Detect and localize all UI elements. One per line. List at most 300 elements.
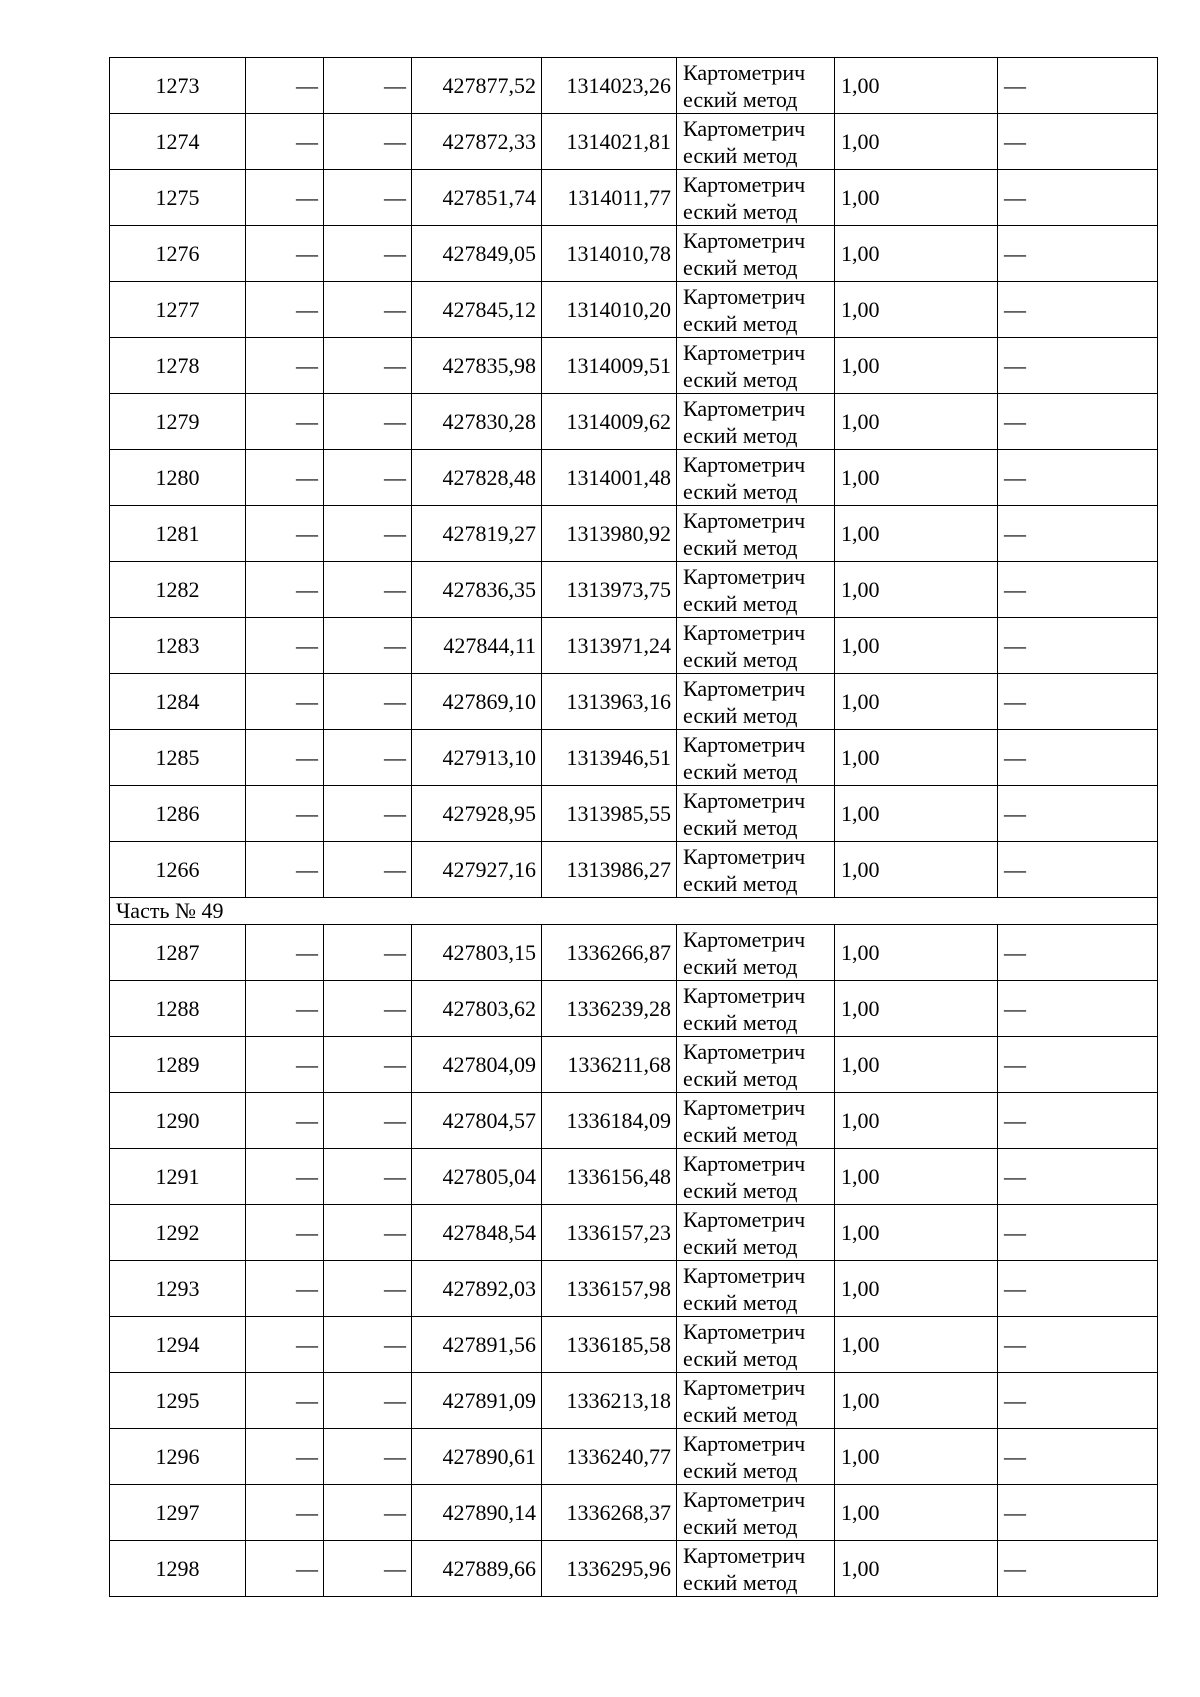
method-text-line-2: еский метод (683, 1233, 798, 1259)
method-cell (677, 1317, 835, 1373)
precision-cell: 1,00 (835, 114, 998, 170)
dash-cell: — (324, 114, 412, 170)
point-number-cell: 1280 (110, 450, 246, 506)
dash-cell: — (246, 1261, 324, 1317)
method-text-line-1: Картометрич (683, 731, 806, 757)
table-row (110, 58, 1158, 114)
y-coordinate-cell: 1314021,81 (542, 114, 677, 170)
point-number-cell: 1283 (110, 618, 246, 674)
method-text-line-1: Картометрич (683, 787, 806, 813)
table-row (110, 562, 1158, 618)
point-number-cell: 1296 (110, 1429, 246, 1485)
method-cell (677, 114, 835, 170)
x-coordinate-cell: 427804,57 (412, 1093, 542, 1149)
precision-cell: 1,00 (835, 786, 998, 842)
precision-cell: 1,00 (835, 981, 998, 1037)
dash-cell: — (246, 170, 324, 226)
dash-cell: — (324, 1093, 412, 1149)
dash-cell: — (998, 1093, 1158, 1149)
method-text-line-2: еский метод (683, 86, 798, 112)
table-row (110, 842, 1158, 898)
table-row (110, 1373, 1158, 1429)
dash-cell: — (246, 1149, 324, 1205)
point-number-cell: 1276 (110, 226, 246, 282)
point-number-cell: 1298 (110, 1541, 246, 1597)
method-text-line-1: Картометрич (683, 1150, 806, 1176)
dash-cell: — (998, 730, 1158, 786)
y-coordinate-cell: 1313985,55 (542, 786, 677, 842)
method-text-line-2: еский метод (683, 1009, 798, 1035)
dash-cell: — (998, 1037, 1158, 1093)
point-number-cell: 1292 (110, 1205, 246, 1261)
precision-cell: 1,00 (835, 1037, 998, 1093)
method-cell (677, 674, 835, 730)
method-cell (677, 450, 835, 506)
table-row (110, 282, 1158, 338)
method-text-line-2: еский метод (683, 1457, 798, 1483)
method-cell (677, 170, 835, 226)
point-number-cell: 1279 (110, 394, 246, 450)
method-text-line-2: еский метод (683, 142, 798, 168)
x-coordinate-cell: 427848,54 (412, 1205, 542, 1261)
dash-cell: — (246, 1205, 324, 1261)
method-cell (677, 1093, 835, 1149)
point-number-cell: 1266 (110, 842, 246, 898)
point-number-cell: 1287 (110, 925, 246, 981)
precision-cell: 1,00 (835, 394, 998, 450)
y-coordinate-cell: 1314023,26 (542, 58, 677, 114)
x-coordinate-cell: 427890,61 (412, 1429, 542, 1485)
section-header-row (110, 898, 1158, 925)
point-number-cell: 1295 (110, 1373, 246, 1429)
method-text-line-1: Картометрич (683, 675, 806, 701)
precision-cell: 1,00 (835, 170, 998, 226)
dash-cell: — (998, 170, 1158, 226)
precision-cell: 1,00 (835, 450, 998, 506)
dash-cell: — (324, 1261, 412, 1317)
y-coordinate-cell: 1336185,58 (542, 1317, 677, 1373)
point-number-cell: 1278 (110, 338, 246, 394)
section-label: Часть № 49 (110, 898, 1158, 925)
method-cell (677, 1373, 835, 1429)
dash-cell: — (246, 226, 324, 282)
y-coordinate-cell: 1336157,98 (542, 1261, 677, 1317)
method-text-line-1: Картометрич (683, 339, 806, 365)
method-cell (677, 1261, 835, 1317)
method-text-line-1: Картометрич (683, 1262, 806, 1288)
table-row (110, 450, 1158, 506)
table-row (110, 618, 1158, 674)
point-number-cell: 1273 (110, 58, 246, 114)
dash-cell: — (246, 1093, 324, 1149)
method-text-line-1: Картометрич (683, 1206, 806, 1232)
table-row (110, 114, 1158, 170)
y-coordinate-cell: 1314001,48 (542, 450, 677, 506)
method-text-line-2: еский метод (683, 310, 798, 336)
coordinates-table-body (110, 58, 1158, 1597)
dash-cell: — (324, 842, 412, 898)
method-text-line-1: Картометрич (683, 115, 806, 141)
precision-cell: 1,00 (835, 562, 998, 618)
precision-cell: 1,00 (835, 506, 998, 562)
y-coordinate-cell: 1336213,18 (542, 1373, 677, 1429)
dash-cell: — (324, 394, 412, 450)
dash-cell: — (998, 925, 1158, 981)
precision-cell: 1,00 (835, 618, 998, 674)
x-coordinate-cell: 427805,04 (412, 1149, 542, 1205)
dash-cell: — (324, 282, 412, 338)
table-row (110, 674, 1158, 730)
dash-cell: — (324, 1149, 412, 1205)
method-text-line-1: Картометрич (683, 982, 806, 1008)
dash-cell: — (246, 1541, 324, 1597)
dash-cell: — (998, 282, 1158, 338)
dash-cell: — (998, 1261, 1158, 1317)
table-row (110, 1485, 1158, 1541)
method-text-line-1: Картометрич (683, 451, 806, 477)
method-text-line-2: еский метод (683, 1177, 798, 1203)
dash-cell: — (246, 450, 324, 506)
method-text-line-1: Картометрич (683, 171, 806, 197)
point-number-cell: 1294 (110, 1317, 246, 1373)
point-number-cell: 1290 (110, 1093, 246, 1149)
point-number-cell: 1291 (110, 1149, 246, 1205)
point-number-cell: 1277 (110, 282, 246, 338)
method-text-line-2: еский метод (683, 1121, 798, 1147)
dash-cell: — (324, 1205, 412, 1261)
method-cell (677, 1149, 835, 1205)
method-cell (677, 925, 835, 981)
y-coordinate-cell: 1313963,16 (542, 674, 677, 730)
y-coordinate-cell: 1314011,77 (542, 170, 677, 226)
y-coordinate-cell: 1313946,51 (542, 730, 677, 786)
x-coordinate-cell: 427844,11 (412, 618, 542, 674)
method-text-line-1: Картометрич (683, 619, 806, 645)
dash-cell: — (998, 226, 1158, 282)
dash-cell: — (246, 674, 324, 730)
method-text-line-1: Картометрич (683, 283, 806, 309)
method-text-line-2: еский метод (683, 1401, 798, 1427)
dash-cell: — (324, 618, 412, 674)
method-text-line-1: Картометрич (683, 1486, 806, 1512)
dash-cell: — (324, 226, 412, 282)
y-coordinate-cell: 1336266,87 (542, 925, 677, 981)
dash-cell: — (998, 338, 1158, 394)
point-number-cell: 1289 (110, 1037, 246, 1093)
method-text-line-2: еский метод (683, 646, 798, 672)
dash-cell: — (998, 1149, 1158, 1205)
method-cell (677, 506, 835, 562)
method-text-line-1: Картометрич (683, 395, 806, 421)
y-coordinate-cell: 1313973,75 (542, 562, 677, 618)
table-row (110, 170, 1158, 226)
precision-cell: 1,00 (835, 730, 998, 786)
table-row (110, 1317, 1158, 1373)
method-text-line-2: еский метод (683, 1065, 798, 1091)
method-text-line-2: еский метод (683, 758, 798, 784)
method-text-line-2: еский метод (683, 534, 798, 560)
x-coordinate-cell: 427819,27 (412, 506, 542, 562)
point-number-cell: 1288 (110, 981, 246, 1037)
table-row (110, 1093, 1158, 1149)
precision-cell: 1,00 (835, 1429, 998, 1485)
x-coordinate-cell: 427828,48 (412, 450, 542, 506)
x-coordinate-cell: 427891,56 (412, 1317, 542, 1373)
y-coordinate-cell: 1336295,96 (542, 1541, 677, 1597)
dash-cell: — (998, 786, 1158, 842)
method-cell (677, 1205, 835, 1261)
dash-cell: — (246, 58, 324, 114)
dash-cell: — (324, 58, 412, 114)
method-text-line-1: Картометрич (683, 227, 806, 253)
method-text-line-2: еский метод (683, 870, 798, 896)
dash-cell: — (998, 506, 1158, 562)
table-row (110, 981, 1158, 1037)
dash-cell: — (246, 282, 324, 338)
dash-cell: — (246, 114, 324, 170)
method-text-line-2: еский метод (683, 702, 798, 728)
dash-cell: — (998, 562, 1158, 618)
precision-cell: 1,00 (835, 1205, 998, 1261)
method-cell (677, 981, 835, 1037)
dash-cell: — (324, 1429, 412, 1485)
dash-cell: — (246, 1373, 324, 1429)
x-coordinate-cell: 427877,52 (412, 58, 542, 114)
precision-cell: 1,00 (835, 1541, 998, 1597)
y-coordinate-cell: 1314009,51 (542, 338, 677, 394)
x-coordinate-cell: 427913,10 (412, 730, 542, 786)
y-coordinate-cell: 1313986,27 (542, 842, 677, 898)
dash-cell: — (998, 1317, 1158, 1373)
dash-cell: — (324, 1485, 412, 1541)
method-text-line-1: Картометрич (683, 1374, 806, 1400)
dash-cell: — (324, 562, 412, 618)
dash-cell: — (324, 338, 412, 394)
dash-cell: — (324, 674, 412, 730)
method-text-line-1: Картометрич (683, 1318, 806, 1344)
point-number-cell: 1297 (110, 1485, 246, 1541)
dash-cell: — (246, 618, 324, 674)
precision-cell: 1,00 (835, 1261, 998, 1317)
dash-cell: — (324, 450, 412, 506)
dash-cell: — (998, 394, 1158, 450)
y-coordinate-cell: 1336268,37 (542, 1485, 677, 1541)
dash-cell: — (246, 338, 324, 394)
x-coordinate-cell: 427869,10 (412, 674, 542, 730)
method-text-line-1: Картометрич (683, 843, 806, 869)
method-cell (677, 786, 835, 842)
dash-cell: — (246, 562, 324, 618)
method-cell (677, 338, 835, 394)
dash-cell: — (246, 1429, 324, 1485)
point-number-cell: 1282 (110, 562, 246, 618)
method-text-line-2: еский метод (683, 953, 798, 979)
method-text-line-1: Картометрич (683, 507, 806, 533)
dash-cell: — (246, 506, 324, 562)
point-number-cell: 1286 (110, 786, 246, 842)
dash-cell: — (998, 981, 1158, 1037)
dash-cell: — (324, 981, 412, 1037)
precision-cell: 1,00 (835, 58, 998, 114)
dash-cell: — (324, 925, 412, 981)
method-cell (677, 226, 835, 282)
precision-cell: 1,00 (835, 1093, 998, 1149)
dash-cell: — (998, 1373, 1158, 1429)
dash-cell: — (998, 674, 1158, 730)
method-text-line-2: еский метод (683, 422, 798, 448)
point-number-cell: 1285 (110, 730, 246, 786)
precision-cell: 1,00 (835, 1149, 998, 1205)
table-row (110, 786, 1158, 842)
method-text-line-2: еский метод (683, 1289, 798, 1315)
point-number-cell: 1275 (110, 170, 246, 226)
x-coordinate-cell: 427835,98 (412, 338, 542, 394)
point-number-cell: 1293 (110, 1261, 246, 1317)
dash-cell: — (998, 450, 1158, 506)
y-coordinate-cell: 1314010,20 (542, 282, 677, 338)
method-text-line-1: Картометрич (683, 1094, 806, 1120)
precision-cell: 1,00 (835, 842, 998, 898)
precision-cell: 1,00 (835, 674, 998, 730)
x-coordinate-cell: 427836,35 (412, 562, 542, 618)
method-cell (677, 394, 835, 450)
precision-cell: 1,00 (835, 1317, 998, 1373)
method-cell (677, 1485, 835, 1541)
x-coordinate-cell: 427889,66 (412, 1541, 542, 1597)
dash-cell: — (246, 1317, 324, 1373)
dash-cell: — (998, 1485, 1158, 1541)
dash-cell: — (246, 1485, 324, 1541)
precision-cell: 1,00 (835, 282, 998, 338)
dash-cell: — (998, 58, 1158, 114)
method-text-line-2: еский метод (683, 1513, 798, 1539)
precision-cell: 1,00 (835, 338, 998, 394)
dash-cell: — (998, 114, 1158, 170)
x-coordinate-cell: 427928,95 (412, 786, 542, 842)
y-coordinate-cell: 1336156,48 (542, 1149, 677, 1205)
point-number-cell: 1281 (110, 506, 246, 562)
dash-cell: — (324, 1317, 412, 1373)
table-row (110, 1149, 1158, 1205)
dash-cell: — (324, 170, 412, 226)
x-coordinate-cell: 427892,03 (412, 1261, 542, 1317)
method-text-line-1: Картометрич (683, 1430, 806, 1456)
method-cell (677, 618, 835, 674)
dash-cell: — (324, 1541, 412, 1597)
x-coordinate-cell: 427803,15 (412, 925, 542, 981)
x-coordinate-cell: 427804,09 (412, 1037, 542, 1093)
x-coordinate-cell: 427845,12 (412, 282, 542, 338)
method-text-line-2: еский метод (683, 478, 798, 504)
dash-cell: — (324, 730, 412, 786)
method-text-line-2: еский метод (683, 198, 798, 224)
dash-cell: — (246, 786, 324, 842)
method-text-line-2: еский метод (683, 366, 798, 392)
y-coordinate-cell: 1336239,28 (542, 981, 677, 1037)
precision-cell: 1,00 (835, 1485, 998, 1541)
precision-cell: 1,00 (835, 1373, 998, 1429)
table-row (110, 1037, 1158, 1093)
y-coordinate-cell: 1314010,78 (542, 226, 677, 282)
method-cell (677, 58, 835, 114)
method-text-line-2: еский метод (683, 1345, 798, 1371)
y-coordinate-cell: 1336157,23 (542, 1205, 677, 1261)
x-coordinate-cell: 427890,14 (412, 1485, 542, 1541)
table-row (110, 338, 1158, 394)
y-coordinate-cell: 1313980,92 (542, 506, 677, 562)
table-row (110, 1541, 1158, 1597)
precision-cell: 1,00 (835, 925, 998, 981)
precision-cell: 1,00 (835, 226, 998, 282)
method-text-line-1: Картометрич (683, 1038, 806, 1064)
dash-cell: — (998, 1429, 1158, 1485)
x-coordinate-cell: 427891,09 (412, 1373, 542, 1429)
table-row (110, 506, 1158, 562)
method-cell (677, 730, 835, 786)
table-row (110, 730, 1158, 786)
y-coordinate-cell: 1336211,68 (542, 1037, 677, 1093)
method-cell (677, 562, 835, 618)
method-cell (677, 842, 835, 898)
method-text-line-2: еский метод (683, 590, 798, 616)
dash-cell: — (246, 925, 324, 981)
table-row (110, 1261, 1158, 1317)
method-cell (677, 1037, 835, 1093)
dash-cell: — (998, 842, 1158, 898)
coordinates-table (109, 57, 1158, 1597)
method-cell (677, 282, 835, 338)
method-cell (677, 1429, 835, 1485)
x-coordinate-cell: 427830,28 (412, 394, 542, 450)
x-coordinate-cell: 427927,16 (412, 842, 542, 898)
method-text-line-1: Картометрич (683, 563, 806, 589)
dash-cell: — (246, 730, 324, 786)
method-text-line-1: Картометрич (683, 1542, 806, 1568)
point-number-cell: 1274 (110, 114, 246, 170)
y-coordinate-cell: 1336240,77 (542, 1429, 677, 1485)
dash-cell: — (998, 1541, 1158, 1597)
dash-cell: — (246, 394, 324, 450)
x-coordinate-cell: 427872,33 (412, 114, 542, 170)
y-coordinate-cell: 1313971,24 (542, 618, 677, 674)
table-row (110, 925, 1158, 981)
table-row (110, 1429, 1158, 1485)
table-row (110, 1205, 1158, 1261)
dash-cell: — (324, 786, 412, 842)
dash-cell: — (324, 506, 412, 562)
point-number-cell: 1284 (110, 674, 246, 730)
x-coordinate-cell: 427849,05 (412, 226, 542, 282)
table-row (110, 226, 1158, 282)
y-coordinate-cell: 1314009,62 (542, 394, 677, 450)
dash-cell: — (998, 1205, 1158, 1261)
x-coordinate-cell: 427803,62 (412, 981, 542, 1037)
method-text-line-1: Картометрич (683, 926, 806, 952)
x-coordinate-cell: 427851,74 (412, 170, 542, 226)
dash-cell: — (246, 981, 324, 1037)
method-text-line-2: еский метод (683, 1569, 798, 1595)
dash-cell: — (998, 618, 1158, 674)
y-coordinate-cell: 1336184,09 (542, 1093, 677, 1149)
method-text-line-2: еский метод (683, 814, 798, 840)
dash-cell: — (324, 1037, 412, 1093)
method-cell (677, 1541, 835, 1597)
dash-cell: — (324, 1373, 412, 1429)
dash-cell: — (246, 1037, 324, 1093)
method-text-line-1: Картометрич (683, 59, 806, 85)
table-row (110, 394, 1158, 450)
dash-cell: — (246, 842, 324, 898)
